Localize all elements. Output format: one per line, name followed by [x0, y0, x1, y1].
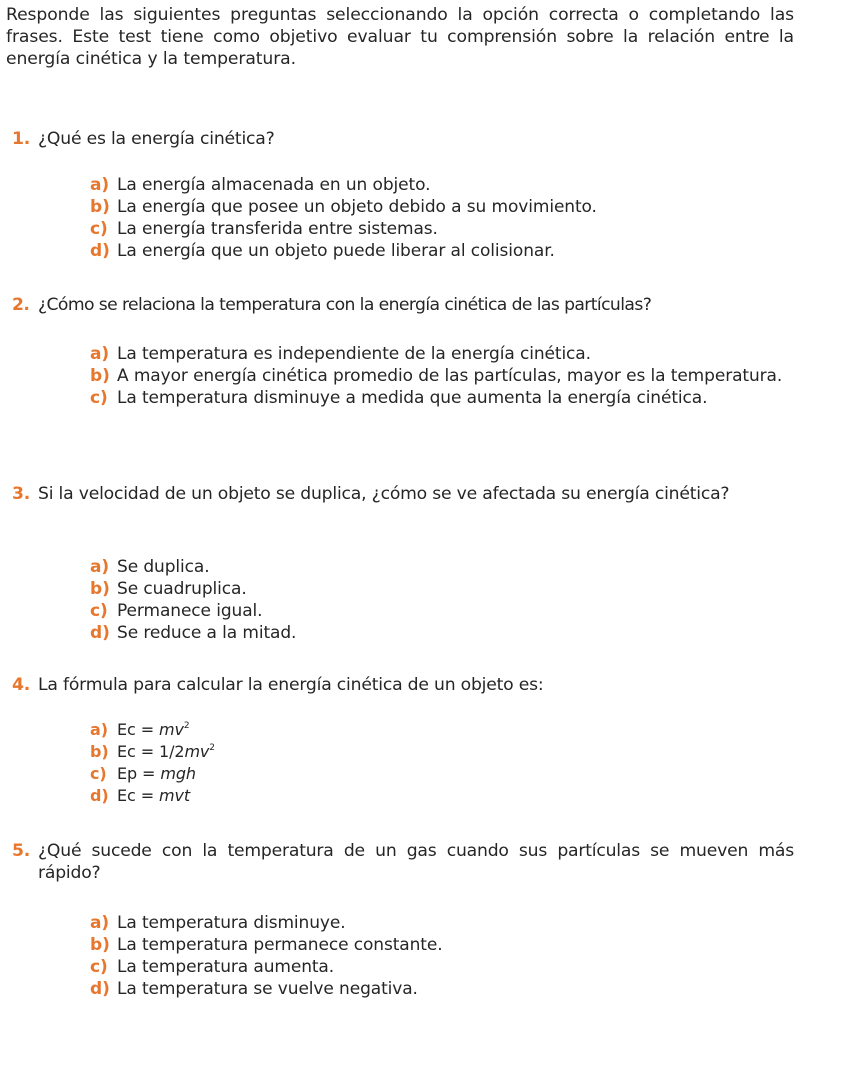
- option-letter: b): [90, 935, 110, 955]
- formula-text: Ec = 1/2: [117, 742, 185, 761]
- option-text: La temperatura disminuye.: [117, 913, 346, 933]
- option-d[interactable]: [90, 622, 794, 644]
- option-letter: a): [90, 344, 110, 364]
- option-text: La energía almacenada en un objeto.: [117, 175, 431, 195]
- option-letter: c): [90, 764, 107, 783]
- option-letter: b): [90, 742, 109, 761]
- option-letter: a): [90, 720, 108, 739]
- question-1-heading: [12, 128, 794, 150]
- option-text: Se cuadruplica.: [117, 579, 247, 599]
- option-a[interactable]: [90, 556, 794, 578]
- question-number: 1.: [12, 129, 31, 149]
- option-c[interactable]: [90, 218, 794, 240]
- option-b[interactable]: [90, 578, 794, 600]
- option-letter: b): [90, 197, 110, 217]
- option-letter: d): [90, 979, 110, 999]
- formula-text: Ec =: [117, 720, 159, 739]
- formula-exponent: 2: [183, 721, 190, 731]
- option-letter: c): [90, 601, 108, 621]
- option-letter: a): [90, 913, 110, 933]
- option-c[interactable]: [90, 763, 794, 785]
- question-3-heading: [12, 483, 794, 505]
- options-list: [90, 174, 794, 262]
- option-text: La temperatura aumenta.: [117, 957, 335, 977]
- option-text: Se duplica.: [117, 557, 210, 577]
- option-a[interactable]: [90, 912, 794, 934]
- question-text: ¿Qué sucede con la temperatura de un gas cuando sus partículas se mueven más rápido?: [38, 841, 794, 883]
- option-letter: d): [90, 241, 110, 261]
- option-d[interactable]: [90, 785, 794, 807]
- option-c[interactable]: [90, 387, 794, 409]
- option-text: La energía transferida entre sistemas.: [117, 219, 438, 239]
- option-letter: d): [90, 786, 109, 805]
- question-text: Si la velocidad de un objeto se duplica, ¿cómo se ve afectada su energía cinética?: [38, 484, 730, 504]
- option-a[interactable]: [90, 343, 794, 365]
- option-letter: c): [90, 388, 108, 408]
- option-b[interactable]: [90, 741, 794, 763]
- option-letter: d): [90, 623, 110, 643]
- formula-text: Ep =: [117, 764, 161, 783]
- option-d[interactable]: [90, 240, 794, 262]
- option-c[interactable]: [90, 600, 794, 622]
- question-text: ¿Cómo se relaciona la temperatura con la energía cinética de las partículas?: [38, 295, 652, 315]
- question-text: La fórmula para calcular la energía cinética de un objeto es:: [38, 675, 544, 695]
- option-c[interactable]: [90, 956, 794, 978]
- option-letter: c): [90, 219, 108, 239]
- option-text: Permanece igual.: [117, 601, 263, 621]
- question-number: 2.: [12, 295, 30, 315]
- option-text: La temperatura se vuelve negativa.: [117, 979, 418, 999]
- question-number: 5.: [12, 841, 31, 861]
- option-d[interactable]: [90, 978, 794, 1000]
- question-text: ¿Qué es la energía cinética?: [38, 129, 275, 149]
- option-text: La energía que posee un objeto debido a su movimiento.: [117, 197, 597, 217]
- formula-exponent: 2: [209, 743, 215, 753]
- formula-text: Ec =: [117, 786, 159, 805]
- option-letter: b): [90, 366, 110, 386]
- question-4-heading: [12, 674, 794, 696]
- option-text: La energía que un objeto puede liberar al colisionar.: [117, 241, 555, 261]
- options-list: [90, 343, 794, 409]
- option-b[interactable]: [90, 365, 794, 387]
- instructions-paragraph: Responde las siguientes preguntas seleccionando la opción correcta o completando las frases. Este test tiene como objetivo evaluar tu comprensión sobre la relación entre la energía cinética y la temperatura.: [6, 5, 794, 69]
- option-text: La temperatura es independiente de la energía cinética.: [117, 344, 591, 364]
- option-a[interactable]: [90, 719, 794, 741]
- options-list: [90, 719, 794, 807]
- question-5-heading: [12, 840, 794, 884]
- options-list: [90, 912, 794, 1000]
- option-b[interactable]: [90, 196, 794, 218]
- formula-variables: mv: [184, 742, 210, 761]
- option-letter: c): [90, 957, 108, 977]
- option-b[interactable]: [90, 934, 794, 956]
- option-letter: a): [90, 175, 110, 195]
- option-letter: b): [90, 579, 110, 599]
- formula-variables: mvt: [159, 786, 191, 805]
- options-list: [90, 556, 794, 644]
- option-letter: a): [90, 557, 110, 577]
- formula-variables: mv: [159, 720, 184, 739]
- option-text: La temperatura disminuye a medida que aumenta la energía cinética.: [117, 388, 708, 408]
- option-a[interactable]: [90, 174, 794, 196]
- question-number: 3.: [12, 484, 31, 504]
- question-number: 4.: [12, 675, 31, 695]
- question-2-heading: [12, 294, 794, 316]
- option-text: La temperatura permanece constante.: [117, 935, 443, 955]
- option-text: Se reduce a la mitad.: [117, 623, 297, 643]
- option-text: A mayor energía cinética promedio de las partículas, mayor es la temperatura.: [117, 366, 783, 386]
- formula-variables: mgh: [160, 764, 196, 783]
